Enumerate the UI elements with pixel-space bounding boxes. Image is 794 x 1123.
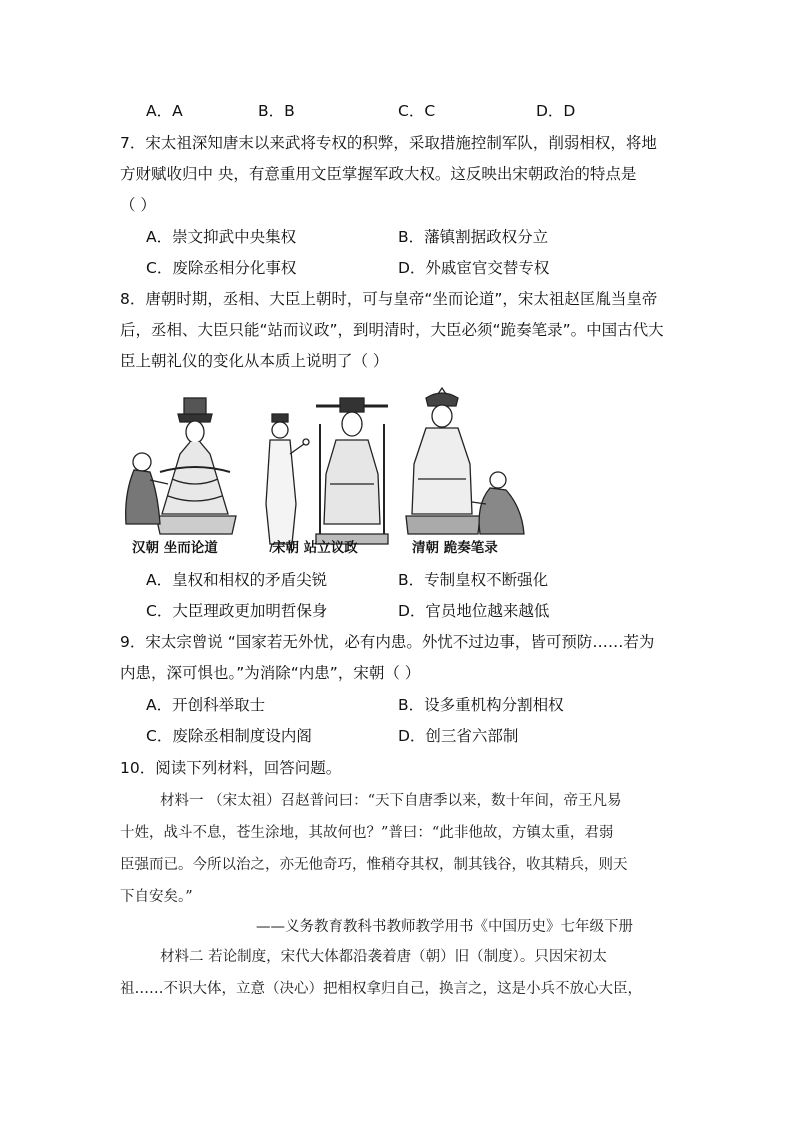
q10-material1-line-4: 下自安矣。”: [120, 889, 193, 905]
caption-qing-dynasty: 清朝 跪奏笔录: [412, 540, 498, 556]
q9-stem-line-1: 9．宋太宗曾说 “国家若无外忧，必有内患。外忧不过边事，皆可预防……若为: [120, 633, 655, 651]
caption-song-dynasty: 宋朝 站立议政: [272, 540, 358, 556]
q7-stem-line-1: 7．宋太祖深知唐末以来武将专权的积弊，采取措施控制军队，削弱相权，将地: [120, 134, 657, 152]
q10-material2-line-2: 祖……不识大体，立意（决心）把相权拿归自己，换言之，这是小兵不放心大臣，: [120, 981, 642, 997]
q6-option-c: C．C: [398, 102, 436, 120]
q7-stem-line-2: 方财赋收归中 央，有意重用文臣掌握军政大权。这反映出宋朝政治的特点是: [120, 165, 637, 183]
q9-option-c: C．废除丞相制度设内阁: [146, 727, 312, 745]
q8-stem-line-3: 臣上朝礼仪的变化从本质上说明了（ ）: [120, 352, 389, 370]
q10-material2-line-1: 材料二 若论制度，宋代大体都沿袭着唐（朝）旧（制度）。只因宋初太: [160, 949, 607, 965]
q9-option-d: D．创三省六部制: [398, 727, 519, 745]
q7-option-c: C．废除丞相分化事权: [146, 259, 297, 277]
q9-option-b: B．设多重机构分割相权: [398, 696, 564, 714]
court-etiquette-illustration: [120, 384, 552, 560]
q7-option-b: B．藩镇割据政权分立: [398, 228, 549, 246]
q9-stem-line-2: 内患，深可惧也。”为消除“内患”，宋朝（ ）: [120, 664, 421, 682]
q10-material1-source: ——义务教育教科书教师教学用书《中国历史》七年级下册: [256, 919, 633, 935]
q10-material1-line-2: 十姓，战斗不息，苍生涂地，其故何也？”普曰：“此非他故，方镇太重，君弱: [120, 825, 614, 841]
q10-material1-line-3: 臣强而已。今所以治之，亦无他奇巧，惟稍夺其权，制其钱谷，收其精兵，则天: [120, 857, 628, 873]
q8-option-d: D．官员地位越来越低: [398, 602, 550, 620]
q8-option-b: B．专制皇权不断强化: [398, 571, 549, 589]
q10-material1-line-1: 材料一 （宋太祖）召赵普问曰：“天下自唐季以来，数十年间，帝王凡易: [160, 793, 622, 809]
q9-option-a: A．开创科举取士: [146, 696, 266, 714]
q8-stem-line-1: 8．唐朝时期，丞相、大臣上朝时，可与皇帝“坐而论道”，宋太祖赵匡胤当皇帝: [120, 290, 658, 308]
caption-han-dynasty: 汉朝 坐而论道: [132, 540, 218, 556]
q8-option-c: C．大臣理政更加明哲保身: [146, 602, 328, 620]
court-etiquette-drawing: [120, 384, 552, 560]
q7-option-d: D．外戚宦官交替专权: [398, 259, 550, 277]
q7-stem-line-3: （ ）: [120, 196, 156, 214]
q7-option-a: A．崇文抑武中央集权: [146, 228, 297, 246]
q8-stem-line-2: 后，丞相、大臣只能“站而议政”，到明清时，大臣必须“跪奏笔录”。中国古代大: [120, 321, 664, 339]
q8-option-a: A．皇权和相权的矛盾尖锐: [146, 571, 328, 589]
q10-stem: 10．阅读下列材料，回答问题。: [120, 759, 342, 777]
q6-option-a: A．A: [146, 102, 183, 120]
q6-option-d: D．D: [536, 102, 576, 120]
q6-option-b: B．B: [258, 102, 295, 120]
